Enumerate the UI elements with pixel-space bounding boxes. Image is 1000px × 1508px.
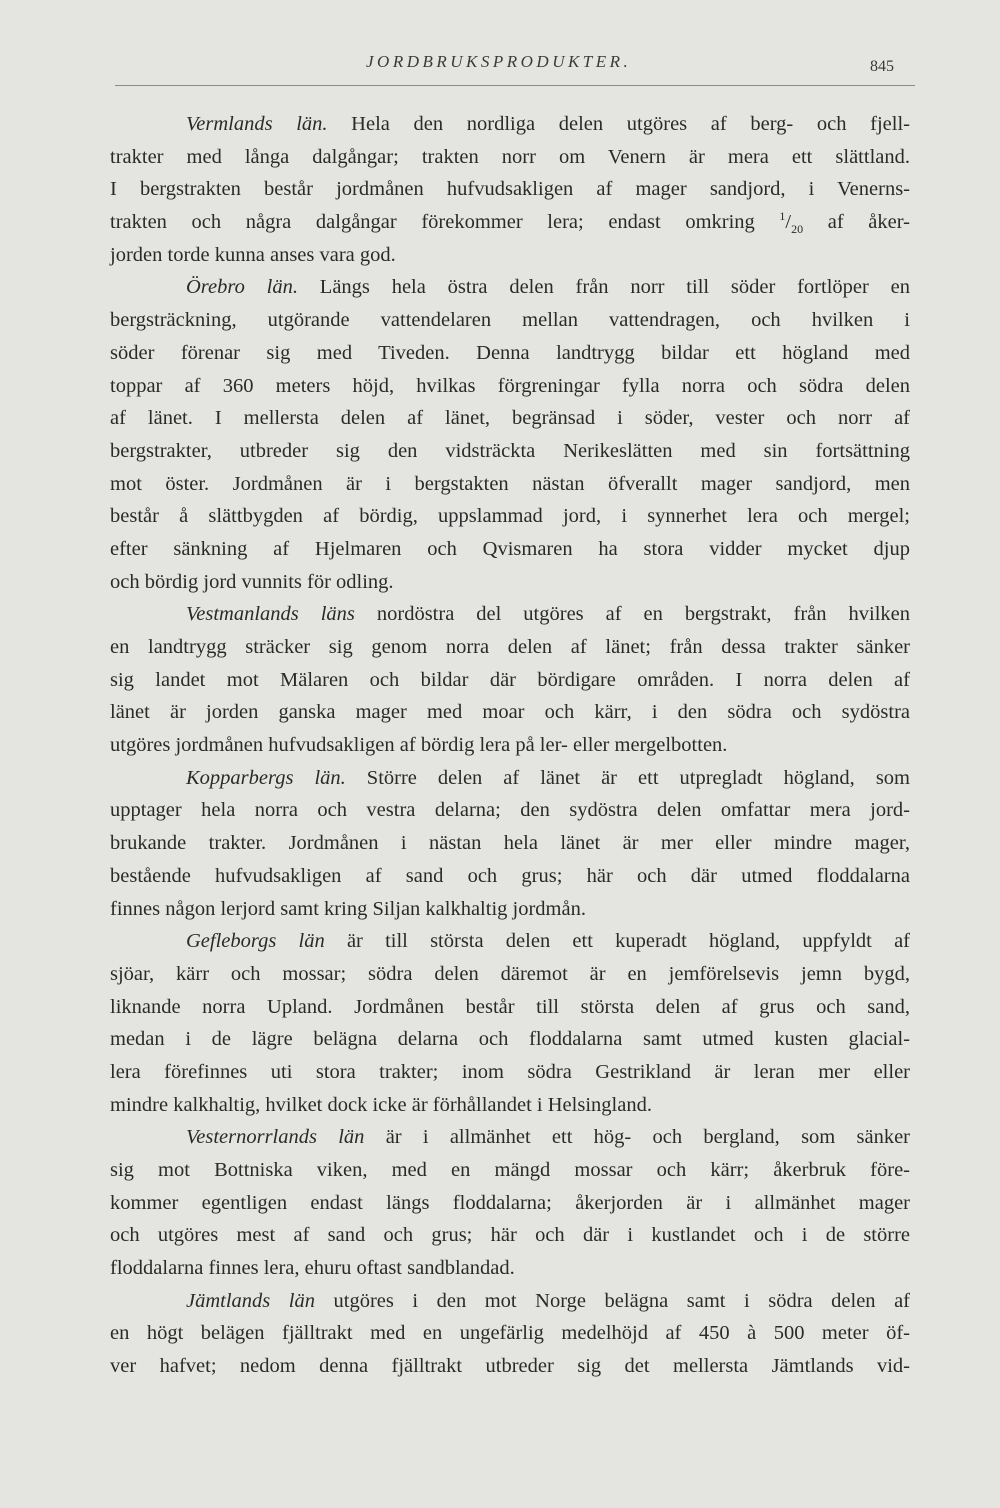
text-line: [110, 664, 910, 697]
line-text: jorden torde kunna anses vara god.: [110, 243, 396, 266]
section-lead: Vesternorrlands län: [186, 1126, 365, 1149]
line-text: och utgöres mest af sand och grus; här och där i kustlandet och i de större: [110, 1224, 910, 1247]
section-lead: Gefleborgs län: [186, 930, 325, 953]
line-text: utgöres jordmånen hufvudsakligen af bördig lera på ler- eller mergelbotten.: [110, 734, 728, 757]
fraction-numerator: 1: [779, 209, 786, 224]
text-line: [110, 1219, 910, 1252]
line-text: Större delen af länet är ett utpregladt högland, som: [345, 766, 910, 789]
line-text: efter sänkning af Hjelmaren och Qvismaren ha stora vidder mycket djup: [110, 537, 910, 560]
fraction: $^1/_{20}$: [779, 209, 804, 237]
text-line: [110, 794, 910, 827]
text-line: [110, 1154, 910, 1187]
section-lead: Kopparbergs län.: [186, 766, 346, 789]
line-text: medan i de lägre belägna delarna och floddalarna samt utmed kusten glacial-: [110, 1028, 910, 1051]
line-text: toppar af 360 meters höjd, hvilkas förgreningar fylla norra och södra delen: [110, 374, 910, 397]
text-line: [110, 1350, 910, 1383]
header-rule: [115, 85, 915, 86]
text-line: [110, 108, 910, 141]
line-text: trakter med långa dalgångar; trakten norr om Venern är mera ett slättland.: [110, 145, 910, 168]
line-text: bestående hufvudsakligen af sand och grus; här och där utmed floddalarna: [110, 864, 910, 887]
text-line: [110, 1089, 910, 1122]
line-text: är till största delen ett kuperadt högland, uppfyldt af: [324, 930, 910, 953]
section-lead: Vermlands län.: [186, 113, 328, 135]
line-text: trakten och några dalgångar förekommer lera; endast omkring: [110, 211, 780, 234]
text-line: [110, 500, 910, 533]
line-text: är i allmänhet ett hög- och bergland, som sänker: [364, 1126, 910, 1149]
body-text: [110, 108, 910, 1383]
line-text: sjöar, kärr och mossar; södra delen däremot är en jemförelsevis jemn bygd,: [110, 962, 910, 985]
page-number: 845: [870, 58, 894, 75]
line-text: utgöres i den mot Norge belägna samt i södra delen af: [315, 1289, 911, 1312]
text-line: [110, 925, 910, 958]
running-title: JORDBRUKSPRODUKTER.: [366, 52, 632, 71]
line-text: Längs hela östra delen från norr till söder fortlöper en: [297, 276, 910, 299]
line-text: och bördig jord vunnits för odling.: [110, 570, 394, 593]
line-text: nordöstra del utgöres af en bergstrakt, från hvilken: [354, 603, 910, 626]
text-line: [110, 271, 910, 304]
text-line: [110, 1252, 910, 1285]
section-lead: Örebro län.: [186, 276, 298, 299]
text-line: [110, 893, 910, 926]
line-text: består å slättbygden af bördig, uppslammad jord, i synnerhet lera och mergel;: [110, 505, 910, 528]
line-text: en högt belägen fjälltrakt med en ungefärlig medelhöjd af 450 à 500 meter öf-: [110, 1322, 910, 1345]
line-text: floddalarna finnes lera, ehuru oftast sandblandad.: [110, 1257, 515, 1280]
line-text: ver hafvet; nedom denna fjälltrakt utbreder sig det mellersta Jämtlands vid-: [110, 1355, 910, 1378]
line-text: upptager hela norra och vestra delarna; den sydöstra delen omfattar mera jord-: [110, 799, 910, 822]
text-line: [110, 1285, 910, 1318]
line-text: I bergstrakten består jordmånen hufvudsakligen af mager sandjord, i Venerns-: [110, 178, 910, 201]
text-line: [110, 468, 910, 501]
text-line: [110, 239, 910, 272]
line-text: bergstrakter, utbreder sig den vidsträckta Nerikeslätten med sin fortsättning: [110, 439, 910, 462]
text-line: [110, 206, 910, 239]
text-line: [110, 1187, 910, 1220]
line-text: af länet. I mellersta delen af länet, begränsad i söder, vester och norr af: [110, 407, 910, 430]
running-header: [0, 52, 1000, 82]
section-lead: Jämtlands län: [186, 1289, 315, 1312]
text-line: [110, 631, 910, 664]
fraction-denominator: 20: [791, 222, 804, 237]
text-line: [110, 141, 910, 174]
line-text: lera förefinnes uti stora trakter; inom södra Gestrikland är leran mer eller: [110, 1060, 910, 1083]
text-line: [110, 566, 910, 599]
line-text: brukande trakter. Jordmånen i nästan hela länet är mer eller mindre mager,: [110, 832, 910, 855]
line-text: Hela den nordliga delen utgöres af berg- och fjell-: [327, 113, 910, 135]
text-line: [110, 304, 910, 337]
text-line: [110, 762, 910, 795]
text-line: [110, 1121, 910, 1154]
text-line: [110, 370, 910, 403]
line-text: sig landet mot Mälaren och bildar där bördigare områden. I norra delen af: [110, 668, 910, 691]
text-line: [110, 696, 910, 729]
text-line: [110, 827, 910, 860]
line-text: länet är jorden ganska mager med moar och kärr, i den södra och sydöstra: [110, 701, 910, 724]
line-text: mot öster. Jordmånen är i bergstakten nästan öfverallt mager sandjord, men: [110, 472, 910, 495]
text-line: [110, 402, 910, 435]
line-text: söder förenar sig med Tiveden. Denna landtrygg bildar ett högland med: [110, 341, 910, 364]
line-text: bergsträckning, utgörande vattendelaren mellan vattendragen, och hvilken i: [110, 309, 910, 332]
line-text: mindre kalkhaltig, hvilket dock icke är förhållandet i Helsingland.: [110, 1093, 652, 1116]
text-line: [110, 1023, 910, 1056]
section-lead: Vestmanlands läns: [186, 603, 355, 626]
text-line: [110, 729, 910, 762]
line-text: finnes någon lerjord samt kring Siljan kalkhaltig jordmån.: [110, 897, 586, 920]
text-line: [110, 435, 910, 468]
text-line: [110, 598, 910, 631]
text-line: [110, 1056, 910, 1089]
text-line: [110, 1317, 910, 1350]
text-line: [110, 337, 910, 370]
text-line: [110, 860, 910, 893]
line-tail: af åker-: [803, 211, 910, 234]
text-line: [110, 173, 910, 206]
text-line: [110, 533, 910, 566]
line-text: kommer egentligen endast längs floddalarna; åkerjorden är i allmänhet mager: [110, 1191, 910, 1214]
line-text: en landtrygg sträcker sig genom norra delen af länet; från dessa trakter sänker: [110, 636, 910, 658]
text-line: [110, 991, 910, 1024]
text-line: [110, 958, 910, 991]
line-text: sig mot Bottniska viken, med en mängd mossar och kärr; åkerbruk före-: [110, 1159, 910, 1181]
line-text: liknande norra Upland. Jordmånen består till största delen af grus och sand,: [110, 995, 910, 1018]
